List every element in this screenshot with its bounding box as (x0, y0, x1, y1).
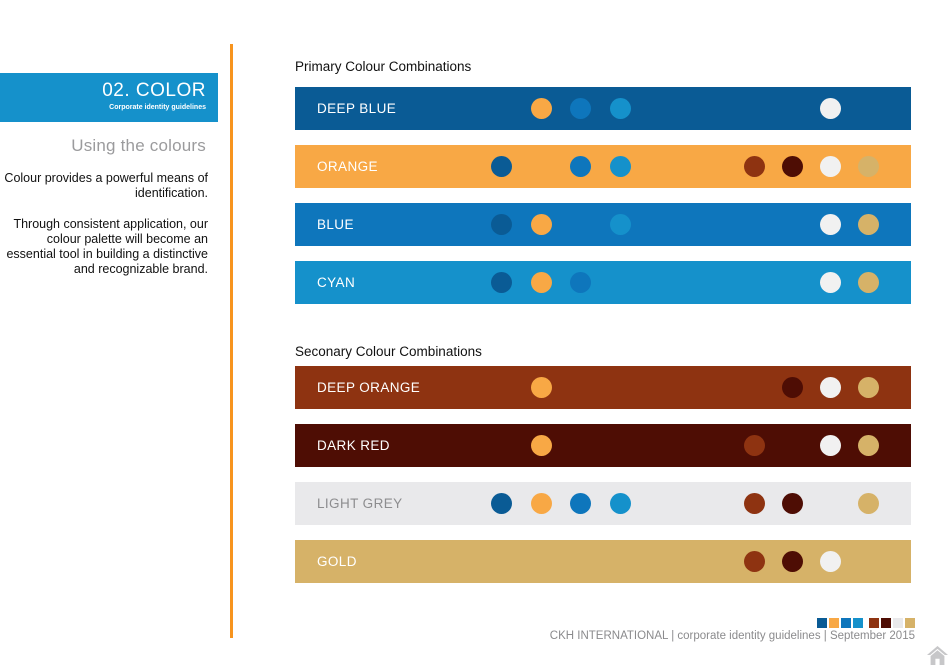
deep-orange-dot (744, 493, 765, 514)
gold-dot (858, 377, 879, 398)
chapter-title: 02. COLOR (102, 80, 206, 101)
gold-dot (858, 493, 879, 514)
light-grey-swatch (893, 618, 903, 628)
orange-dot (531, 98, 552, 119)
deep-blue-dot (491, 156, 512, 177)
color-bar-label: LIGHT GREY (317, 496, 403, 511)
dark-red-swatch (881, 618, 891, 628)
orange-dot (531, 377, 552, 398)
gold-dot (858, 156, 879, 177)
gold-dot (858, 272, 879, 293)
deep-orange-dot (744, 435, 765, 456)
white-dot (820, 98, 841, 119)
primary-combinations-section (295, 59, 911, 319)
color-bar-orange (295, 145, 911, 188)
primary-bars (295, 87, 911, 304)
color-bar-cyan (295, 261, 911, 304)
orange-swatch (829, 618, 839, 628)
white-dot (820, 551, 841, 572)
white-dot (820, 156, 841, 177)
secondary-combinations-section (295, 344, 911, 598)
orange-dot (531, 435, 552, 456)
orange-dot (531, 493, 552, 514)
gold-swatch (905, 618, 915, 628)
dark-red-dot (782, 493, 803, 514)
color-bar-deep-orange (295, 366, 911, 409)
deep-orange-dot (744, 551, 765, 572)
footer-text: CKH INTERNATIONAL | corporate identity guidelines | September 2015 (549, 630, 915, 642)
color-bar-label: DEEP ORANGE (317, 380, 421, 395)
intro-paragraph-1: Colour provides a powerful means of identification. (4, 171, 208, 200)
cyan-dot (610, 214, 631, 235)
color-bar-deep-blue (295, 87, 911, 130)
section-heading: Using the colours (71, 136, 206, 155)
intro-text (0, 171, 208, 277)
secondary-bars (295, 366, 911, 583)
orange-dot (531, 214, 552, 235)
color-bar-dark-red (295, 424, 911, 467)
color-bar-label: BLUE (317, 217, 354, 232)
orange-dot (531, 272, 552, 293)
color-bar-light-grey (295, 482, 911, 525)
white-dot (820, 272, 841, 293)
secondary-section-title: Seconary Colour Combinations (295, 344, 482, 359)
deep-blue-dot (491, 493, 512, 514)
home-button[interactable] (927, 646, 948, 666)
intro-paragraph-2: Through consistent application, our colour palette will become an essential tool in building a distinctive and recognizable brand. (6, 217, 208, 276)
color-bar-label: CYAN (317, 275, 356, 290)
color-bar-label: ORANGE (317, 159, 378, 174)
dark-red-dot (782, 551, 803, 572)
accent-divider-line (230, 44, 233, 638)
color-bar-blue (295, 203, 911, 246)
white-dot (820, 214, 841, 235)
white-dot (820, 435, 841, 456)
blue-dot (570, 156, 591, 177)
dark-red-dot (782, 377, 803, 398)
blue-dot (570, 493, 591, 514)
cyan-dot (610, 156, 631, 177)
deep-orange-swatch (869, 618, 879, 628)
deep-orange-dot (744, 156, 765, 177)
dark-red-dot (782, 156, 803, 177)
blue-dot (570, 272, 591, 293)
deep-blue-dot (491, 214, 512, 235)
cyan-dot (610, 98, 631, 119)
deep-blue-swatch (817, 618, 827, 628)
cyan-dot (610, 493, 631, 514)
color-bar-label: GOLD (317, 554, 357, 569)
white-dot (820, 377, 841, 398)
cyan-swatch (853, 618, 863, 628)
blue-dot (570, 98, 591, 119)
gold-dot (858, 214, 879, 235)
primary-section-title: Primary Colour Combinations (295, 59, 472, 74)
blue-swatch (841, 618, 851, 628)
footer-palette-swatches (815, 618, 915, 628)
chapter-subtitle: Corporate identity guidelines (109, 104, 206, 111)
chapter-header (0, 73, 218, 122)
color-bar-label: DARK RED (317, 438, 390, 453)
deep-blue-dot (491, 272, 512, 293)
color-bar-gold (295, 540, 911, 583)
home-icon (927, 646, 948, 666)
gold-dot (858, 435, 879, 456)
color-bar-label: DEEP BLUE (317, 101, 397, 116)
